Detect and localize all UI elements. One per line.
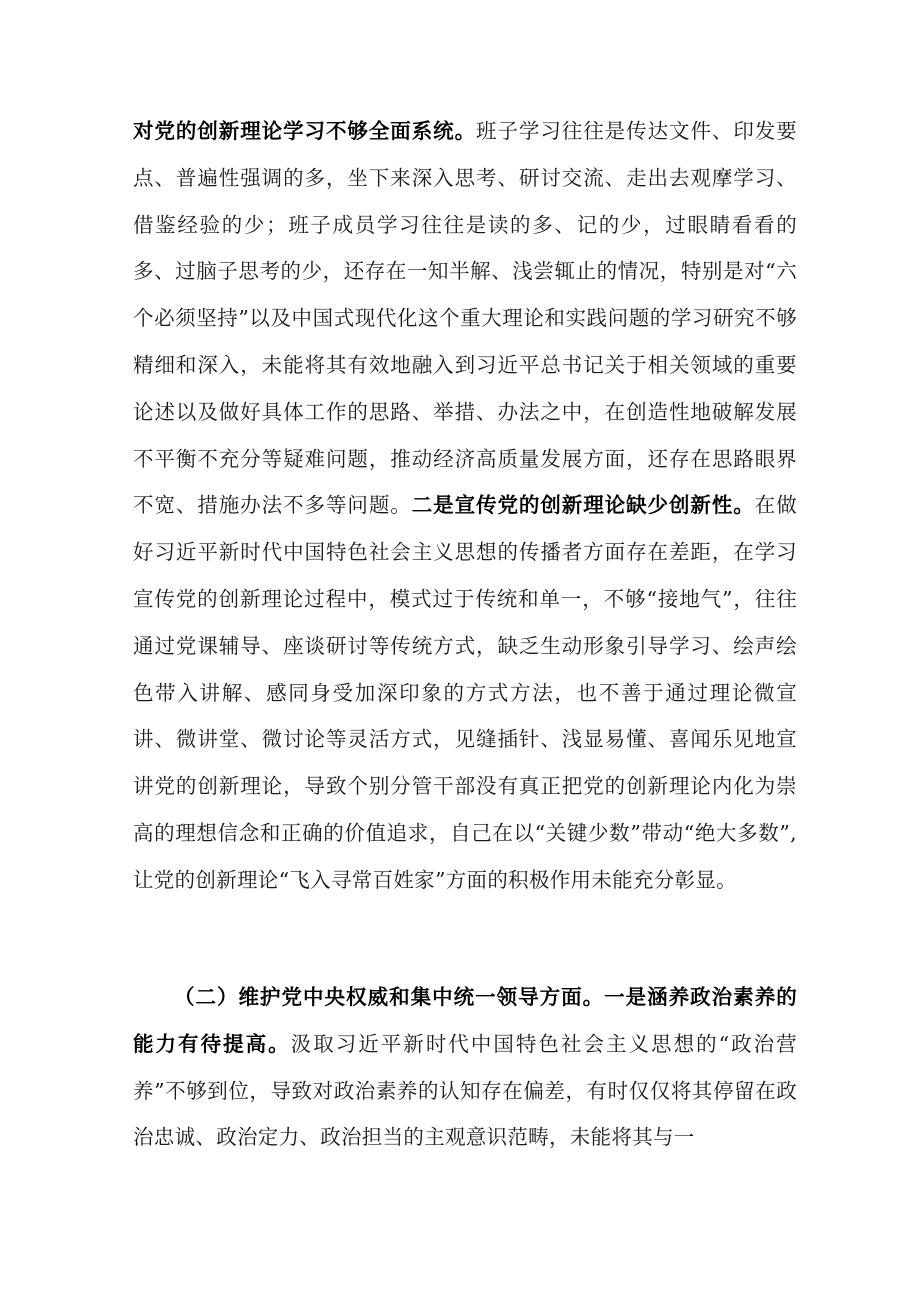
- body-paragraph-2: [133, 974, 797, 1161]
- paragraph-1-body-1: 班子学习往往是传达文件、印发要点、普遍性强调的多，坐下来深入思考、研讨交流、走出去观摩学习、借鉴经验的少；班子成员学习往往是读的多、记的少，过眼睛看看的多、过脑子思考的少，还存在一知半解、浅尝辄止的情况，特别是对“六个必须坚持”以及中国式现代化这个重大理论和实践问题的学习研究不够精细和深入，未能将其有效地融入到习近平总书记关于相关领域的重要论述以及做好具体工作的思路、举措、办法之中，在创造性地破解发展不平衡不充分等疑难问题，推动经济高质量发展方面，还存在思路眼界不宽、措施办法不多等问题。: [133, 119, 798, 518]
- paragraph-2-heading: （二）维护党中央权威和集中统一领导方面。一是涵养政治素养的能力有待提高。: [133, 985, 797, 1056]
- paragraph-1-heading-1: 对党的创新理论学习不够全面系统。: [133, 119, 477, 143]
- paragraph-2-body: 汲取习近平新时代中国特色社会主义思想的“政治营养”不够到位，导致对政治素养的认知存在偏差，有时仅仅将其停留在政治忠诚、政治定力、政治担当的主观意识范畴，未能将其与一: [133, 1031, 797, 1150]
- paragraph-1-body-2: 在做好习近平新时代中国特色社会主义思想的传播者方面存在差距，在学习宣传党的创新理论过程中，模式过于传统和单一，不够“接地气”，往往通过党课辅导、座谈研讨等传统方式，缺乏生动形象引导学习、绘声绘色带入讲解、感同身受加深印象的方式方法，也不善于通过理论微宣讲、微讲堂、微讨论等灵活方式，见缝插针、浅显易懂、喜闻乐见地宣讲党的创新理论，导致个别分管干部没有真正把党的创新理论内化为崇高的理想信念和正确的价值追求，自己在以“关键少数”带动“绝大多数”,让党的创新理论“飞入寻常百姓家”方面的积极作用未能充分彰显。: [133, 493, 797, 892]
- body-paragraph-1: [133, 108, 797, 904]
- paragraph-1-heading-2: 二是宣传党的创新理论缺少创新性。: [411, 493, 755, 518]
